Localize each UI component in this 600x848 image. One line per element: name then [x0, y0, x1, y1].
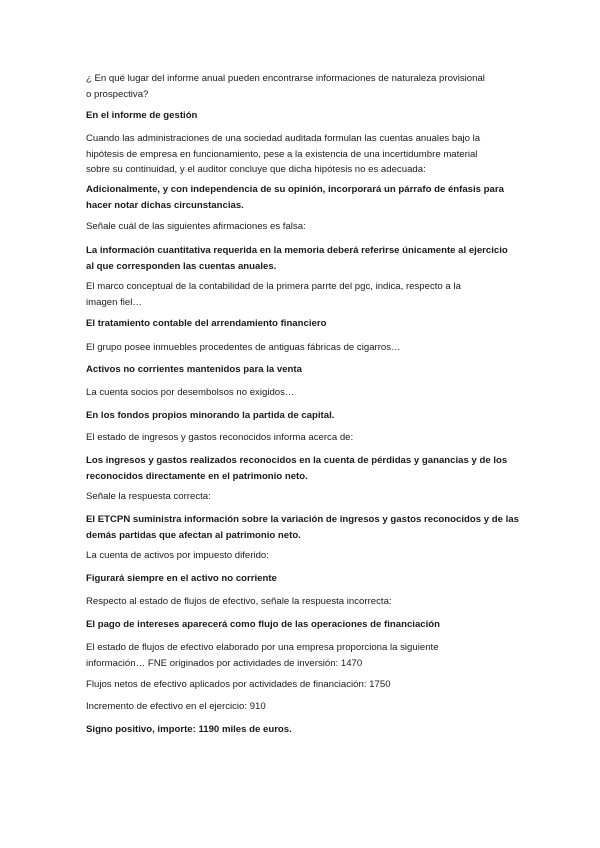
answer-line: La información cuantitativa requerida en la memoria deberá referirse únicamente al ejercicio: [86, 245, 508, 256]
question-line: El grupo posee inmuebles procedentes de antiguas fábricas de cigarros…: [86, 342, 401, 353]
question-line: La cuenta socios por desembolsos no exigidos…: [86, 387, 295, 398]
question-line: Señale la respuesta correcta:: [86, 491, 211, 502]
question-line: sobre su continuidad, y el auditor concluye que dicha hipótesis no es adecuada:: [86, 164, 426, 175]
answer-line: El pago de intereses aparecerá como flujo de las operaciones de financiación: [86, 619, 441, 630]
question-line: Flujos netos de efectivo aplicados por actividades de financiación: 1750: [86, 679, 391, 690]
answer-line: Signo positivo, importe: 1190 miles de euros.: [86, 724, 292, 735]
question-line: o prospectiva?: [86, 88, 149, 100]
question-line: Cuando las administraciones de una sociedad auditada formulan las cuentas anuales bajo la: [86, 133, 481, 144]
answer-line: Los ingresos y gastos realizados reconocidos en la cuenta de pérdidas y ganancias y de los: [86, 455, 508, 466]
answer-line: En los fondos propios minorando la partida de capital.: [86, 410, 335, 421]
question-line: La cuenta de activos por impuesto diferido:: [86, 550, 269, 561]
answer-line: Figurará siempre en el activo no corriente: [86, 573, 277, 584]
question-line: información… FNE originados por actividades de inversión: 1470: [86, 657, 363, 669]
answer-line: demás partidas que afectan al patrimonio neto.: [86, 529, 301, 541]
question-line: ¿ En qué lugar del informe anual pueden encontrarse informaciones de naturaleza provisional: [86, 73, 485, 84]
answer-line: Adicionalmente, y con independencia de su opinión, incorporará un párrafo de énfasis para: [86, 184, 504, 195]
question-line: El marco conceptual de la contabilidad de la primera parrte del pgc, indica, respecto a la: [86, 281, 461, 292]
answer-line: Activos no corrientes mantenidos para la venta: [86, 364, 302, 375]
question-line: imagen fiel…: [86, 296, 142, 308]
question-line: El estado de ingresos y gastos reconocidos informa acerca de:: [86, 432, 354, 443]
question-line: hipótesis de empresa en funcionamiento, pese a la existencia de una incertidumbre material: [86, 148, 478, 160]
answer-line: hacer notar dichas circunstancias.: [86, 199, 244, 211]
question-line: Incremento de efectivo en el ejercicio: 910: [86, 701, 266, 712]
answer-line: En el informe de gestión: [86, 110, 198, 121]
question-line: Respecto al estado de flujos de efectivo, señale la respuesta incorrecta:: [86, 596, 392, 607]
question-line: Señale cuál de las siguientes afirmaciones es falsa:: [86, 221, 306, 232]
question-line: El estado de flujos de efectivo elaborado por una empresa proporciona la siguiente: [86, 642, 439, 653]
answer-line: reconocidos directamente en el patrimonio neto.: [86, 470, 308, 482]
answer-line: El ETCPN suministra información sobre la variación de ingresos y gastos reconocidos y de las: [86, 514, 519, 525]
answer-line: El tratamiento contable del arrendamiento financiero: [86, 318, 327, 329]
answer-line: al que corresponden las cuentas anuales.: [86, 260, 277, 272]
